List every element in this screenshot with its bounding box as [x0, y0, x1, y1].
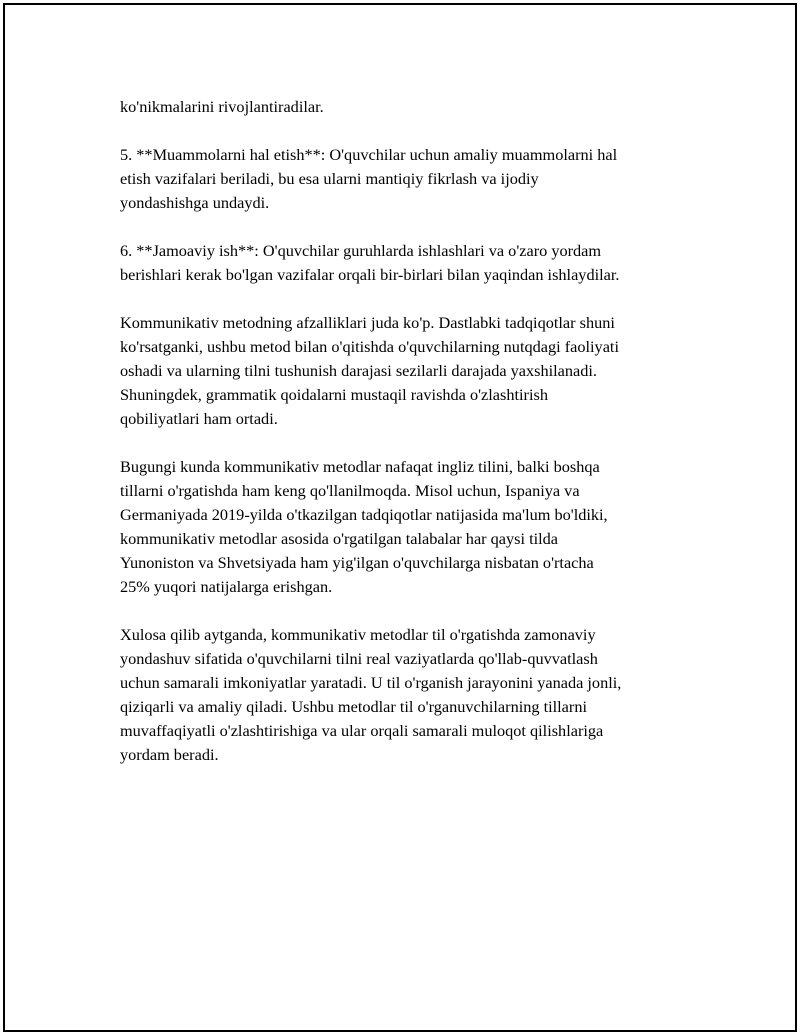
text-line: yondashishga undaydi.	[120, 193, 270, 212]
text-line: etish vazifalari beriladi, bu esa ularni mantiqiy fikrlash va ijodiy	[120, 169, 539, 188]
text-line: oshadi va ularning tilni tushunish darajasi sezilarli darajada yaxshilanadi.	[120, 361, 597, 380]
text-line: yordam beradi.	[120, 745, 219, 764]
text-line: Yunoniston va Shvetsiyada ham yig'ilgan o'quvchilarga nisbatan o'rtacha	[120, 553, 594, 572]
text-line: ko'nikmalarini rivojlantiradilar.	[120, 97, 324, 116]
document-body	[120, 95, 705, 791]
text-line: muvaffaqiyatli o'zlashtirishiga va ular orqali samarali muloqot qilishlariga	[120, 721, 604, 740]
text-line: uchun samarali imkoniyatlar yaratadi. U til o'rganish jarayonini yanada jonli,	[120, 673, 622, 692]
text-line: Xulosa qilib aytganda, kommunikativ metodlar til o'rgatishda zamonaviy	[120, 625, 596, 644]
document-page	[3, 3, 797, 1032]
text-line: berishlari kerak bo'lgan vazifalar orqali bir-birlari bilan yaqindan ishlaydilar.	[120, 265, 620, 284]
paragraph-muammolarni-hal-etish	[120, 143, 705, 215]
text-line: 6. **Jamoaviy ish**: O'quvchilar guruhlarda ishlashlari va o'zaro yordam	[120, 241, 602, 260]
paragraph-continuation	[120, 95, 705, 119]
text-line: 25% yuqori natijalarga erishgan.	[120, 577, 333, 596]
paragraph-jamoaviy-ish	[120, 239, 705, 287]
text-line: qiziqarli va amaliy qiladi. Ushbu metodlar til o'rganuvchilarning tillarni	[120, 697, 587, 716]
text-line: Germaniyada 2019-yilda o'tkazilgan tadqiqotlar natijasida ma'lum bo'ldiki,	[120, 505, 608, 524]
paragraph-bugungi-kunda	[120, 455, 705, 599]
text-line: yondashuv sifatida o'quvchilarni tilni real vaziyatlarda qo'llab-quvvatlash	[120, 649, 598, 668]
text-line: kommunikativ metodlar asosida o'rgatilgan talabalar har qaysi tilda	[120, 529, 559, 548]
text-line: qobiliyatlari ham ortadi.	[120, 409, 278, 428]
paragraph-xulosa	[120, 623, 705, 767]
text-line: Kommunikativ metodning afzalliklari juda ko'p. Dastlabki tadqiqotlar shuni	[120, 313, 615, 332]
text-line: tillarni o'rgatishda ham keng qo'llanilmoqda. Misol uchun, Ispaniya va	[120, 481, 580, 500]
text-line: Bugungi kunda kommunikativ metodlar nafaqat ingliz tilini, balki boshqa	[120, 457, 600, 476]
text-line: 5. **Muammolarni hal etish**: O'quvchilar uchun amaliy muammolarni hal	[120, 145, 618, 164]
paragraph-afzalliklari	[120, 311, 705, 431]
text-line: Shuningdek, grammatik qoidalarni mustaqil ravishda o'zlashtirish	[120, 385, 548, 404]
text-line: ko'rsatganki, ushbu metod bilan o'qitishda o'quvchilarning nutqdagi faoliyati	[120, 337, 619, 356]
